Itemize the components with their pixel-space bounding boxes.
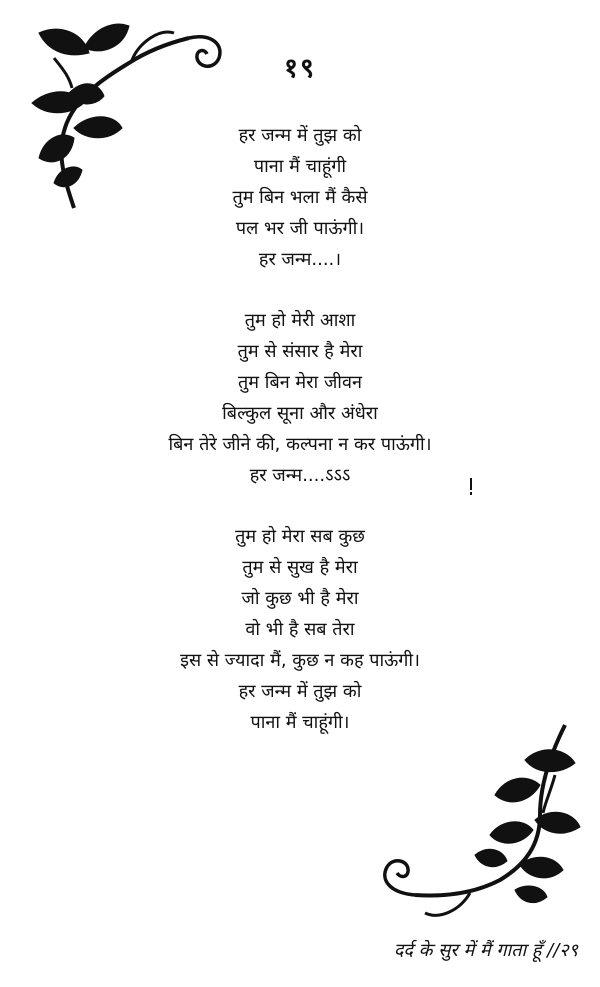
poem-line: पाना मैं चाहूंगी। — [250, 712, 350, 733]
poem-line: तुम हो मेरी आशा — [244, 310, 356, 331]
poem-line: तुम हो मेरा सब कुछ — [235, 526, 365, 547]
page-number: १९ — [283, 53, 317, 84]
poem-body — [0, 120, 600, 738]
refrain-line: हर जन्म....। — [258, 249, 342, 270]
print-mark — [469, 478, 473, 496]
floral-vine-ornament-bottom-right — [375, 715, 590, 925]
stanza-3 — [0, 521, 600, 738]
poem-line: बिल्कुल सूना और अंधेरा — [222, 403, 378, 424]
stanza-1 — [0, 120, 600, 275]
poem-line: तुम बिन मेरा जीवन — [238, 372, 362, 393]
poem-line: हर जन्म में तुझ को — [238, 125, 362, 146]
poem-line: पल भर जी पाऊंगी। — [235, 218, 365, 239]
poem-line: तुम से संसार है मेरा — [237, 341, 363, 362]
refrain-line: हर जन्म....ऽऽऽ — [249, 465, 351, 486]
poem-line: जो कुछ भी है मेरा — [241, 588, 359, 609]
poem-line: इस से ज्यादा मैं, कुछ न कह पाऊंगी। — [180, 650, 420, 671]
poem-line: तुम से सुख है मेरा — [242, 557, 358, 578]
poem-line: बिन तेरे जीने की, कल्पना न कर पाऊंगी। — [168, 434, 432, 455]
poem-line: वो भी है सब तेरा — [245, 619, 355, 640]
poem-line: तुम बिन भला मैं कैसे — [232, 187, 368, 208]
stanza-gap — [0, 275, 600, 305]
poem-line: पाना मैं चाहूंगी — [253, 156, 347, 177]
poem-line: हर जन्म में तुझ को — [238, 681, 362, 702]
stanza-2 — [0, 305, 600, 491]
running-footer: दर्द के सुर में मैं गाता हूँ //२९ — [393, 940, 578, 961]
stanza-gap — [0, 491, 600, 521]
